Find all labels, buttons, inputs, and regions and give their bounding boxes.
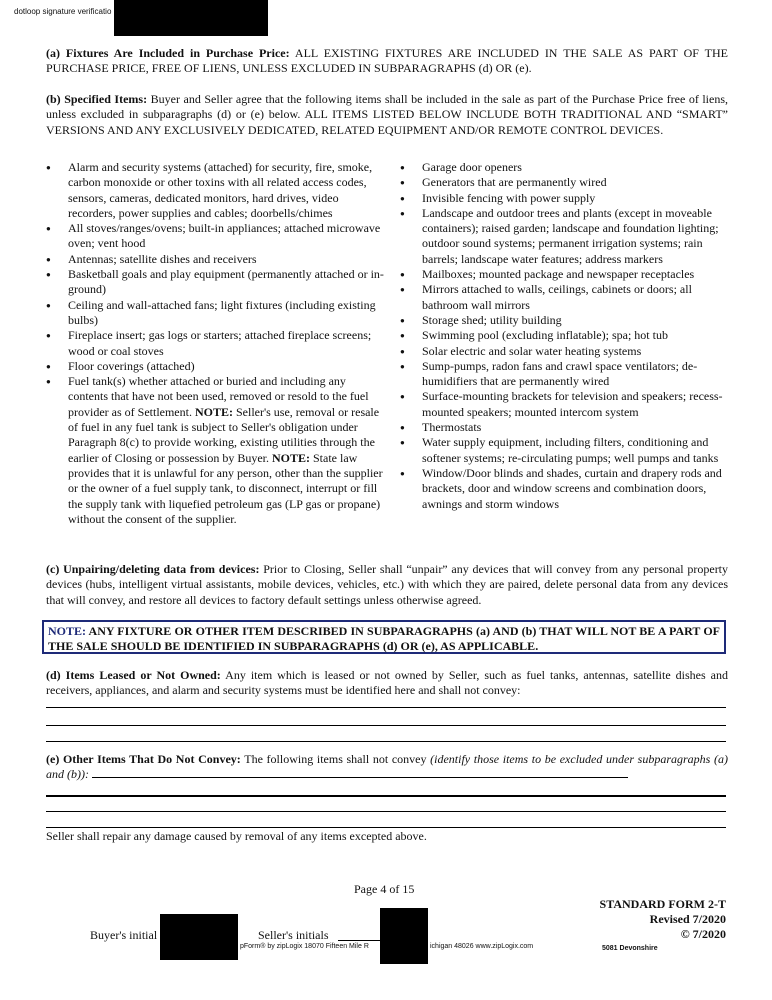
section-c — [46, 562, 728, 608]
section-d-heading: (d) Items Leased or Not Owned: — [46, 668, 221, 682]
section-d-text: Any item which is leased or not owned by Seller, such as fuel tanks, antennas, satellite dishes and receivers, appliances, and alarm and security systems must be identified here and shall not convey: — [46, 668, 729, 698]
section-c-text: Prior to Closing, Seller shall “unpair” any devices that will convey from any personal property devices (hubs, intelligent virtual assistants, mobile devices, vehicles, etc.) with which they are paired, delete personal data from any devices that will convey, and restore all devices to factory default settings unless otherwise agreed. — [46, 562, 729, 607]
redaction-bar — [114, 0, 268, 36]
list-item: ● Basketball goals and play equipment (permanently attached or in-ground) — [46, 267, 386, 298]
note-text: ANY FIXTURE OR OTHER ITEM DESCRIBED IN SUBPARAGRAPHS (a) AND (b) THAT WILL NOT BE A PART OF THE SALE SHOULD BE IDENTIFIED IN SUBPARAGRAPHS (d) OR (e), AS APPLICABLE. — [48, 624, 720, 654]
leased-items-line[interactable] — [46, 707, 726, 708]
list-item: ● Window/Door blinds and shades, curtain and drapery rods and brackets, door and window screens and combination doors, awnings and storm windows — [400, 466, 728, 512]
fuel-item-text-2: Seller's use, removal or resale of fuel in any fuel tank is subject to Seller's obligation under Paragraph 8(c) to provide working, existing utilities through the earlier of Closing or possession by Buyer. — [68, 404, 380, 465]
section-e-italic: (identify those items to be excluded under subparagraphs (a) and (b)): — [46, 752, 728, 782]
section-e — [46, 752, 728, 783]
list-item: ● Solar electric and solar water heating systems — [400, 344, 728, 359]
list-item: ● Swimming pool (excluding inflatable); spa; hot tub — [400, 328, 728, 343]
list-item: ● Alarm and security systems (attached) for security, fire, smoke, carbon monoxide or other toxins with all related access codes, sensors, cameras, dedicated monitors, hard drives, video recorders, power supplies and cables; doorbells/chimes — [46, 160, 386, 221]
list-item: ● Water supply equipment, including filters, conditioning and softener systems; re-circulating pumps; well pumps and tanks — [400, 435, 728, 466]
list-item: ● Mirrors attached to walls, ceilings, cabinets or doors; all bathroom wall mirrors — [400, 282, 728, 313]
list-item: ● Mailboxes; mounted package and newspaper receptacles — [400, 267, 728, 282]
buyer-initials-redaction — [160, 914, 238, 960]
page-number: Page 4 of 15 — [354, 882, 415, 896]
section-e-heading: (e) Other Items That Do Not Convey: — [46, 752, 241, 766]
included-items-left — [46, 160, 386, 527]
list-item: ● Invisible fencing with power supply — [400, 191, 728, 206]
section-b-text: Buyer and Seller agree that the following items shall be included in the sale as part of the Purchase Price free of liens, unless excluded in subparagraphs (d) or (e) below. ALL ITEMS LISTED BELOW INCLUDE BOTH TRADITIONAL AND “SMART” VERSIONS AND ANY EXCLUSIVELY DEDICATED, RELATED EQUIPMENT AND/OR REMOTE CONTROL DEVICES. — [46, 92, 729, 137]
list-item: ● Garage door openers — [400, 160, 728, 175]
excluded-items-line[interactable] — [46, 811, 726, 812]
list-item: ● Fireplace insert; gas logs or starters; attached fireplace screens; wood or coal stoves — [46, 328, 386, 359]
repair-statement: Seller shall repair any damage caused by removal of any items excepted above. — [46, 829, 427, 843]
included-items-right — [400, 160, 728, 512]
fuel-item-note-label: NOTE: — [194, 404, 233, 419]
zipform-url: ichigan 48026 www.zipLogix.com — [430, 943, 534, 950]
seller-initials-field[interactable] — [338, 940, 380, 941]
list-item-fuel-tanks — [46, 374, 386, 527]
fuel-item-text-3: State law provides that it is unlawful for any person, other than the supplier or the owner of a fuel supply tank, to disconnect, interrupt or fill the supply tank with liquefied petroleum gas (LP gas or propane) without the consent of the supplier. — [68, 450, 383, 526]
zipform-credit: pForm® by zipLogix 18070 Fifteen Mile R — [240, 943, 369, 950]
list-item: ● Generators that are permanently wired — [400, 175, 728, 190]
section-a-text: ALL EXISTING FIXTURES ARE INCLUDED IN THE SALE AS PART OF THE PURCHASE PRICE, FREE OF LIENS, UNLESS EXCLUDED IN SUBPARAGRAPHS (d) OR (e). — [46, 46, 728, 76]
section-b — [46, 92, 728, 138]
list-item: ● Ceiling and wall-attached fans; light fixtures (including existing bulbs) — [46, 298, 386, 329]
section-a-heading: (a) Fixtures Are Included in Purchase Price: — [46, 46, 290, 60]
leased-items-line[interactable] — [46, 741, 726, 742]
form-name: STANDARD FORM 2-T — [599, 897, 726, 911]
excluded-items-line[interactable] — [46, 795, 726, 797]
seller-initials-label: Seller's initials — [258, 928, 329, 942]
form-revised: Revised 7/2020 — [649, 912, 726, 926]
list-item: ● All stoves/ranges/ovens; built-in appliances; attached microwave oven; vent hood — [46, 221, 386, 252]
note-label: NOTE: — [48, 624, 87, 638]
list-item: ● Surface-mounting brackets for television and speakers; recess-mounted speakers; mounted intercom system — [400, 389, 728, 420]
fuel-item-text-1: Fuel tank(s) whether attached or buried and including any contents that have not been used, removed or resold to the fuel provider as of Settlement. — [68, 374, 369, 419]
form-copyright: © 7/2020 — [680, 927, 726, 941]
section-a — [46, 46, 728, 77]
list-item: ● Thermostats — [400, 420, 728, 435]
section-b-heading: (b) Specified Items: — [46, 92, 148, 106]
seller-initials-redaction — [380, 908, 428, 964]
property-address: 5081 Devonshire — [602, 945, 658, 952]
list-item: ● Landscape and outdoor trees and plants (except in moveable containers); raised garden; landscape and foundation lighting; outdoor sound systems; permanent irrigation systems; rain barrels; landscape water features; address markers — [400, 206, 728, 267]
leased-items-line[interactable] — [46, 725, 726, 726]
list-item: ● Antennas; satellite dishes and receivers — [46, 252, 386, 267]
section-e-text: The following items shall not convey — [244, 752, 427, 766]
list-item: ● Floor coverings (attached) — [46, 359, 386, 374]
fuel-item-note-label: NOTE: — [271, 450, 310, 465]
excluded-items-field[interactable] — [92, 767, 628, 778]
section-c-heading: (c) Unpairing/deleting data from devices: — [46, 562, 260, 576]
list-item: ● Sump-pumps, radon fans and crawl space ventilators; de-humidifiers that are permanently wired — [400, 359, 728, 390]
excluded-items-line[interactable] — [46, 827, 726, 828]
exclusion-note-box — [42, 620, 726, 654]
section-d — [46, 668, 728, 699]
list-item: ● Storage shed; utility building — [400, 313, 728, 328]
signature-verification-label: dotloop signature verificatio — [14, 7, 112, 16]
buyer-initials-label: Buyer's initial — [90, 928, 158, 942]
